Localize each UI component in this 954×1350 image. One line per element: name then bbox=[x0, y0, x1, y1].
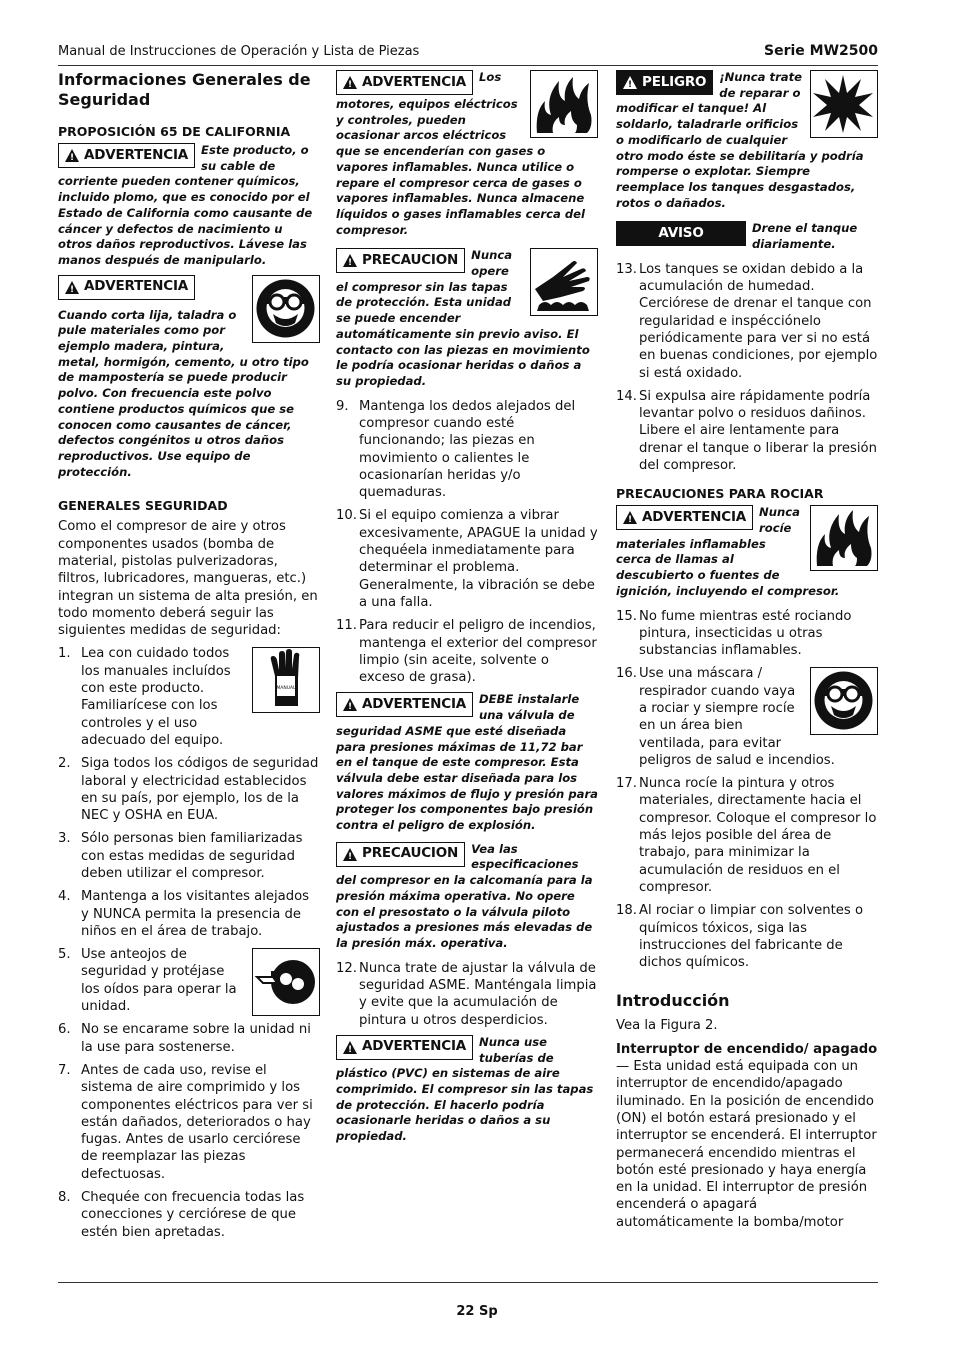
general-list bbox=[58, 645, 320, 1241]
pvc-warning bbox=[336, 1035, 598, 1145]
asme-text: DEBE instalarle una válvula de seguridad ASME que esté diseñada para presiones máximas de 11,72 bar en el tanque de este compresor. Esta válvula debe estar diseñada para los valores máximos de flujo y presión para proteger los componentes bajo presión contra el peligro de explosión. bbox=[336, 692, 598, 833]
specs-text: Vea las especificaciones del compresor en la calcomanía para la presión máxima operativa. No opere con el presostato o la válvula piloto ajustados a presiones más elevadas de la presión máx. operativa. bbox=[336, 841, 593, 950]
warning-triangle-icon bbox=[65, 149, 79, 162]
tank-danger bbox=[616, 70, 878, 211]
figure-reference: Vea la Figura 2. bbox=[616, 1018, 718, 1034]
list-item: 17. Nunca rocíe la pintura y otros materiales, directamente hacia el compresor. Coloque el compresor lo más lejos posible del área de trabajo, para minimizar la acumulación de residuos en el compresor. bbox=[616, 776, 877, 895]
warning-label: ! ADVERTENCIA bbox=[336, 1035, 473, 1060]
warning-triangle-icon bbox=[343, 76, 357, 89]
pvc-text: Nunca use tuberías de plástico (PVC) en sistemas de aire comprimido. El compresor sin las tapas de protección. El hacerlo podría ocasionarle heridas o daños a su propiedad. bbox=[336, 1034, 594, 1144]
series-name: Serie MW2500 bbox=[764, 43, 878, 59]
respirator-goggles-icon bbox=[252, 275, 320, 343]
list-item: 11. Para reducir el peligro de incendios, mantenga el exterior del compresor limpio (sin aceite, solvente o exceso de grasa). bbox=[336, 618, 597, 686]
drain-text: Drene el tanque diariamente. bbox=[752, 221, 858, 252]
warning-triangle-icon bbox=[343, 1041, 357, 1054]
fire-icon bbox=[530, 70, 598, 138]
spray-text: Nunca rocíe materiales inflamables cerca de llamas al descubierto o fuentes de ignición, incluyendo el compresor. bbox=[616, 505, 840, 598]
switch-text: — Esta unidad está equipada con un interruptor de encendido/apagado iluminado. En la posición de encendido (ON) el botón estará presionado y el interruptor se encenderá. El interruptor permanecerá encendido mientras el botón esté presionado y haya energía en la unidad. El interruptor de presión encenderá o apagará automáticamente la bomba/motor bbox=[616, 1059, 877, 1230]
general-intro: Como el compresor de aire y otros componentes usados (bomba de material, pistolas pulverizadoras, filtros, lubricadores, mangueras, etc.) integran un sistema de alta presión, en todo momento deberá seguir las siguientes medidas de seguridad: bbox=[58, 519, 318, 639]
general-list-continued-2 bbox=[336, 960, 598, 1029]
tank-text: ¡Nunca trate de reparar o modificar el tanque! Al soldarlo, taladrarle orificios o modificarlo de cualquier otro modo éste se debilitaría y podría romperse o explotar. Siempre reemplace los tanques desgastados, rotos o dañados. bbox=[616, 70, 864, 210]
column-3 bbox=[616, 70, 878, 1231]
list-item: 12. Nunca trate de ajustar la válvula de seguridad ASME. Manténgala limpia y evite que la acumulación de pintura u otros desperdicios. bbox=[336, 960, 597, 1028]
introduction-title: Introducción bbox=[616, 991, 730, 1011]
list-item: 15. No fume mientras esté rociando pintura, insecticidas u otras substancias inflamables. bbox=[616, 608, 852, 659]
list-item: 1. MANUAL Lea con cuidado todos los manuales incluídos con este producto. Familiarícese con los controles y el uso adecuado del equipo. bbox=[58, 645, 320, 749]
list-item: 18. Al rociar o limpiar con solventes o químicos tóxicos, siga las instrucciones del fabricante de dichos químicos. bbox=[616, 903, 864, 971]
list-item: 6. No se encarame sobre la unidad ni la use para sostenerse. bbox=[58, 1022, 311, 1055]
manual-title: Manual de Instrucciones de Operación y Lista de Piezas bbox=[58, 44, 420, 59]
warning-label: ! ADVERTENCIA bbox=[336, 692, 473, 717]
list-item: 16. Use una máscara / respirador cuando vaya a rociar y siempre rocíe en un área bien ventilada, para evitar peligros de salud e incendios. bbox=[616, 665, 878, 769]
motors-warning bbox=[336, 70, 598, 238]
footer-divider bbox=[58, 1282, 878, 1283]
tank-list bbox=[616, 261, 878, 475]
caution-label: ! PRECAUCION bbox=[336, 248, 465, 273]
warning-triangle-icon bbox=[343, 848, 357, 861]
prop65-heading: PROPOSICIÓN 65 DE CALIFORNIA bbox=[58, 124, 291, 139]
warning-label: ! ADVERTENCIA bbox=[58, 143, 195, 168]
drain-notice bbox=[616, 221, 878, 252]
column-2 bbox=[336, 70, 598, 1145]
dust-warning bbox=[58, 275, 320, 481]
list-item: 5. Use anteojos de seguridad y protéjase los oídos para operar la unidad. bbox=[58, 946, 320, 1015]
specs-caution bbox=[336, 842, 598, 952]
read-manual-icon bbox=[252, 647, 320, 713]
switch-paragraph bbox=[616, 1041, 878, 1231]
warning-label: ! ADVERTENCIA bbox=[58, 275, 195, 300]
list-item: 7. Antes de cada uso, revise el sistema de aire comprimido y los componentes eléctricos para ver si están dañados, deteriorados o hay fugas. Antes de usarlo cerciórese de reemplazar las piezas defectuosas. bbox=[58, 1062, 313, 1182]
spray-warning bbox=[616, 505, 878, 599]
list-item: 4. Mantenga a los visitantes alejados y NUNCA permita la presencia de niños en el área de trabajo. bbox=[58, 889, 310, 939]
warning-triangle-icon bbox=[65, 281, 79, 294]
danger-label: ! PELIGRO bbox=[616, 70, 713, 95]
page-header bbox=[58, 44, 878, 66]
column-1 bbox=[58, 70, 320, 1247]
covers-caution bbox=[336, 248, 598, 389]
warning-label: ! ADVERTENCIA bbox=[616, 505, 753, 530]
spray-heading: PRECAUCIONES PARA ROCIAR bbox=[616, 486, 824, 502]
list-item: 14. Si expulsa aire rápidamente podría levantar polvo o residuos dañinos. Libere el aire lentamente para drenar el tanque o liberar la presión del compresor. bbox=[616, 388, 877, 473]
svg-text:MANUAL: MANUAL bbox=[276, 686, 296, 692]
asme-warning bbox=[336, 692, 598, 833]
prop65-warning bbox=[58, 143, 320, 269]
warning-triangle-icon bbox=[343, 254, 357, 267]
warning-triangle-icon bbox=[623, 76, 637, 89]
switch-label: Interruptor de encendido/ apagado bbox=[616, 1041, 878, 1057]
list-item: 13. Los tanques se oxidan debido a la acumulación de humedad. Cerciórese de drenar el tanque con regularidad e inspécciónelo periódicamente para ver si no está en buenas condiciones, por ejemplo si está oxidado. bbox=[616, 261, 878, 381]
respirator-goggles-icon bbox=[810, 667, 878, 735]
page-number: 22 Sp bbox=[456, 1304, 498, 1319]
section-title-safety: Informaciones Generales de Seguridad bbox=[58, 70, 311, 109]
list-item: 10. Si el equipo comienza a vibrar excesivamente, APAGUE la unidad y chequéela inmediatamente para determinar el problema. Generalmente, la vibración se debe a una falla. bbox=[336, 508, 598, 610]
notice-label: AVISO bbox=[616, 221, 746, 246]
fire-icon bbox=[810, 505, 878, 571]
list-item: 8. Chequée con frecuencia todas las conecciones y cerciórese de que estén bien apretadas. bbox=[58, 1190, 305, 1240]
warning-triangle-icon bbox=[343, 698, 357, 711]
list-item: 3. Sólo personas bien familiarizadas con estas medidas de seguridad deben utilizar el compresor. bbox=[58, 831, 303, 881]
warning-label: ! ADVERTENCIA bbox=[336, 70, 473, 95]
list-item: 2. Siga todos los códigos de seguridad laboral y electricidad establecidos en su país, por ejemplo, los de la NEC y OSHA en EUA. bbox=[58, 756, 319, 824]
explosion-icon bbox=[810, 70, 878, 138]
eye-ear-protection-icon bbox=[252, 948, 320, 1016]
spray-list bbox=[616, 608, 878, 972]
hand-crush-icon bbox=[530, 248, 598, 316]
warning-triangle-icon bbox=[623, 511, 637, 524]
general-heading: GENERALES SEGURIDAD bbox=[58, 498, 228, 514]
prop65-text: Este producto, o su cable de corriente pueden contener químicos, incluido plomo, que es conocido por el Estado de California como causante de cáncer y defectos de nacimiento u otros daños reproductivos. Lávese las manos después de manipularlo. bbox=[58, 143, 313, 267]
covers-text: Nunca opere el compresor sin las tapas de protección. Esta unidad se puede encender automáticamente sin previo aviso. El contacto con las piezas en movimiento le podría ocasionar heridas o daños a su propiedad. bbox=[336, 248, 590, 388]
general-list-continued bbox=[336, 398, 598, 687]
dust-text: Cuando corta lija, taladra o pule materiales como por ejemplo madera, pintura, metal, hormigón, cemento, u otro tipo de mampostería se puede producir polvo. Con frecuencia este polvo contiene productos químicos que se conocen como causantes de cáncer, defectos congénitos u otros daños reproductivos. Use equipo de protección. bbox=[58, 307, 309, 479]
motors-text: Los motores, equipos eléctricos y controles, pueden ocasionar arcos eléctricos que se encenderían con gases o vapores inflamables. Nunca utilice o repare el compresor cerca de gases o vapores inflamables. Nunca almacene líquidos o gases inflamables cerca del compresor. bbox=[336, 70, 585, 237]
list-item: 9. Mantenga los dedos alejados del compresor cuando esté funcionando; las piezas en movimiento o calientes le ocasionarían heridas y/o quemaduras. bbox=[336, 398, 576, 501]
caution-label: ! PRECAUCION bbox=[336, 842, 465, 867]
